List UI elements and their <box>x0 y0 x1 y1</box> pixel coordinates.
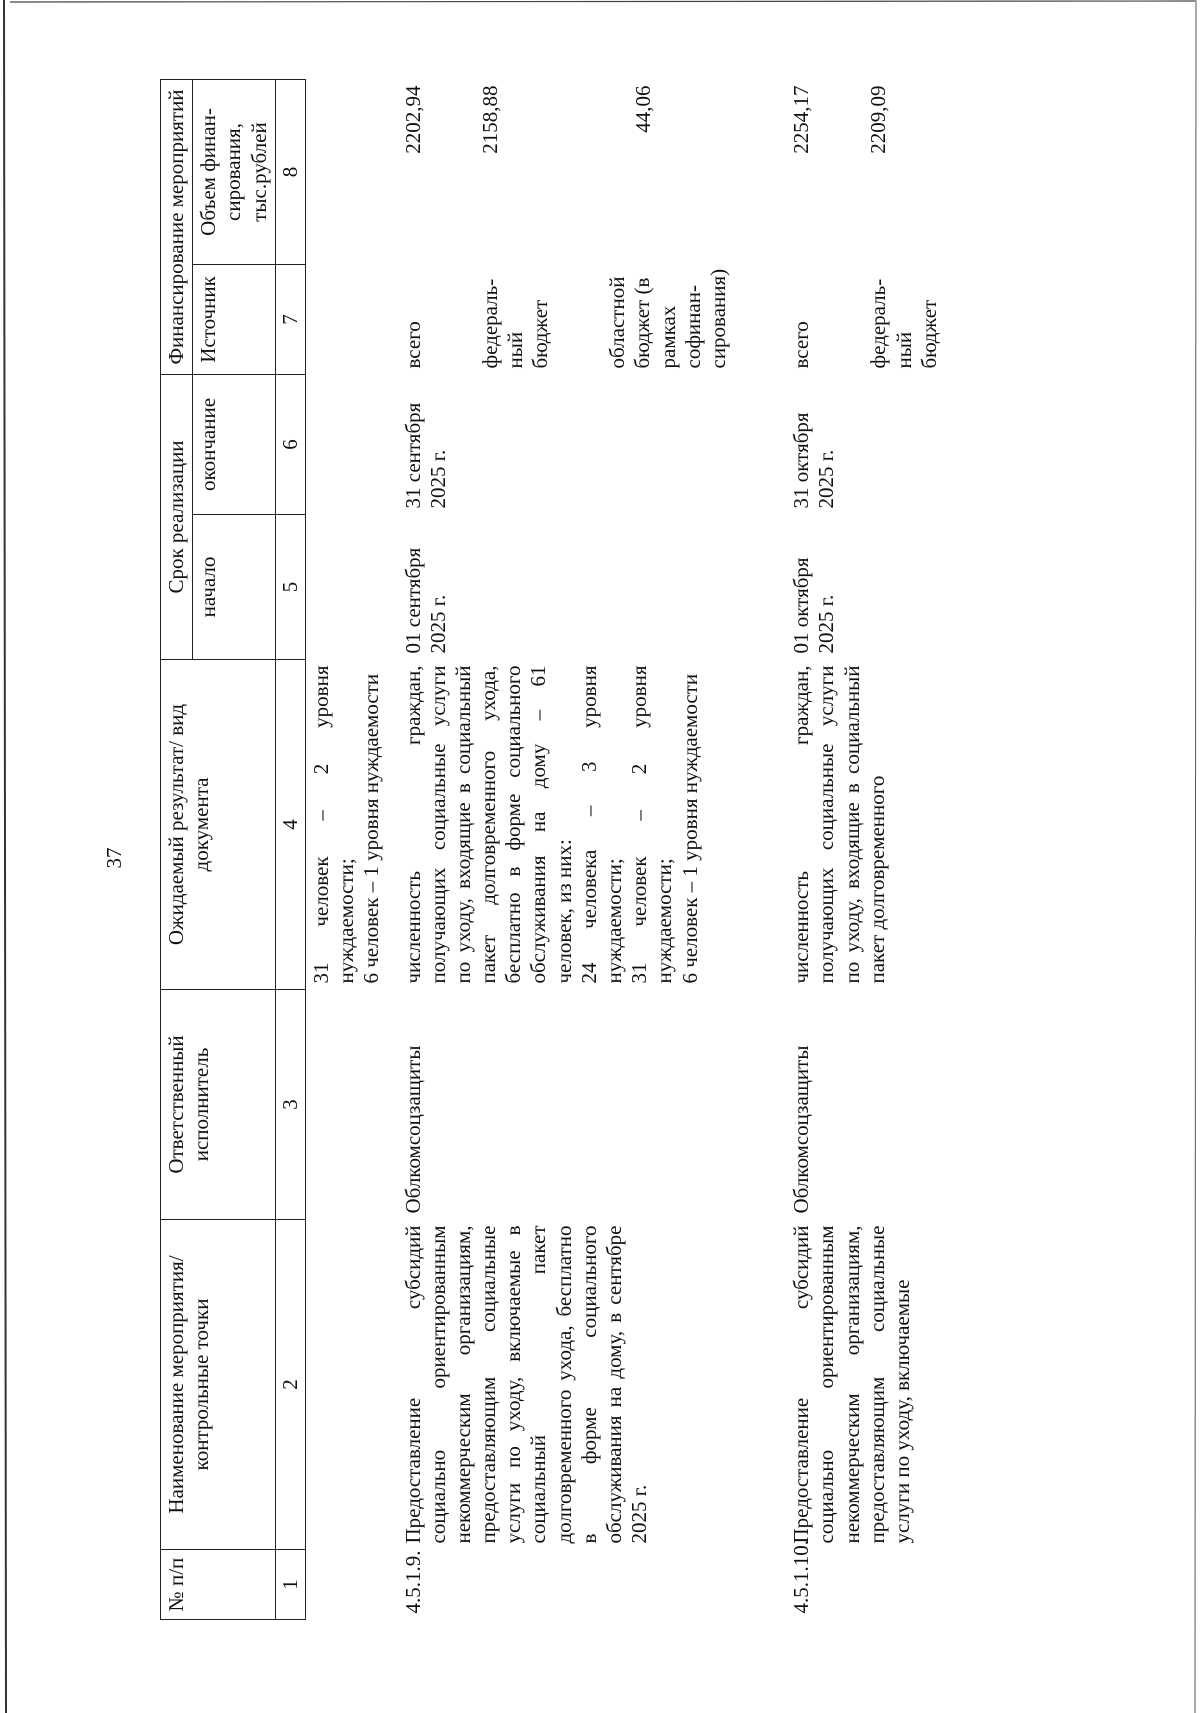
result-line: 6 человек – 1 уровня нуждаемости <box>359 673 384 984</box>
funding-source: федераль-ный бюджет <box>477 278 553 369</box>
result-line: 6 человек – 1 уровня нуждаемости <box>677 673 702 984</box>
result-line: 31 человек – 2 уровня нуждаемости; <box>627 665 677 984</box>
header-start: начало <box>193 515 276 660</box>
row-executor: Облкомсоцзащиты <box>400 1045 425 1214</box>
continuation-result <box>305 660 387 990</box>
continuation-row <box>305 80 387 1620</box>
funding-sources <box>786 265 945 375</box>
row-executor: Облкомсоцзащиты <box>789 1045 814 1214</box>
header-source: Источник <box>193 265 276 375</box>
row-end: 31 октября 2025 г. <box>789 412 839 509</box>
funding-source: федераль-ный бюджет <box>866 278 941 369</box>
funding-amount: 2158,88 <box>477 85 502 154</box>
row-number: 4.5.1.10. <box>789 1540 814 1614</box>
result-line: 31 человек – 2 уровня нуждаемости; <box>308 665 359 984</box>
row-number: 4.5.1.9. <box>400 1550 425 1614</box>
row-start: 01 октября 2025 г. <box>789 557 839 654</box>
column-number: 1 <box>275 1550 305 1620</box>
rotated-table-container <box>160 80 1060 1620</box>
row-result <box>786 660 945 990</box>
header-result: Ожидаемый результат/ вид документа <box>161 660 276 990</box>
column-number: 8 <box>275 80 305 265</box>
funding-source: всего <box>789 321 814 369</box>
funding-amount: 2202,94 <box>400 85 425 154</box>
page-number: 37 <box>102 847 126 869</box>
column-number: 6 <box>275 375 305 515</box>
result-main: численность граждан, получающих социальные услуги по уходу, входящие в социальный пакет долговременного <box>789 665 889 984</box>
funding-amounts <box>398 80 735 265</box>
column-number: 2 <box>275 1220 305 1550</box>
header-amount: Объем финан-сирования, тыс.рублей <box>193 80 276 265</box>
column-number: 5 <box>275 515 305 660</box>
funding-amount: 2209,09 <box>866 85 891 154</box>
column-number: 7 <box>275 265 305 375</box>
funding-source: всего <box>400 321 425 369</box>
funding-amount: 2254,17 <box>789 85 814 154</box>
column-number: 4 <box>275 660 305 990</box>
funding-sources <box>398 265 735 375</box>
header-end: окончание <box>193 375 276 515</box>
header-num: № п/п <box>161 1550 276 1620</box>
table-row <box>398 80 735 1620</box>
header-row-1 <box>161 80 193 1620</box>
row-start: 01 сентября 2025 г. <box>400 547 450 654</box>
table-row <box>786 80 945 1620</box>
row-end: 31 сентября 2025 г. <box>400 402 450 509</box>
result-line: 24 человека – 3 уровня нуждаемости; <box>576 665 626 984</box>
result-main: численность граждан, получающих социальные услуги по уходу, входящие в социальный пакет долговременного ухода, бесплатно в форме социального обслуживания на дому – 61 человек, из них: <box>400 665 576 984</box>
funding-amounts <box>786 80 945 265</box>
header-financing: Финансирование мероприятий <box>161 80 193 375</box>
funding-amount: 44,06 <box>630 85 655 133</box>
header-name: Наименование мероприятия/ контрольные точки <box>161 1220 276 1550</box>
row-name: Предоставление субсидий социально ориентированным некоммерческим организациям, предоставляющим социальные услуги по уходу, включаемые в социальный пакет долговременного ухода, бесплатно в форме социального обслуживания на дому, в сентябре 2025 г. <box>400 1225 652 1544</box>
row-name: Предоставление субсидий социально ориентированным некоммерческим организациям, предоставляющим социальные услуги по уходу, включаемые <box>789 1225 914 1544</box>
measures-table <box>160 79 945 1620</box>
funding-source: областной бюджет (в рамках софинан-сирования) <box>605 268 730 369</box>
row-result <box>398 660 735 990</box>
header-period: Срок реализации <box>161 375 193 660</box>
header-executor: Ответственный исполнитель <box>161 990 276 1220</box>
column-number-row <box>275 80 305 1620</box>
column-number: 3 <box>275 990 305 1220</box>
